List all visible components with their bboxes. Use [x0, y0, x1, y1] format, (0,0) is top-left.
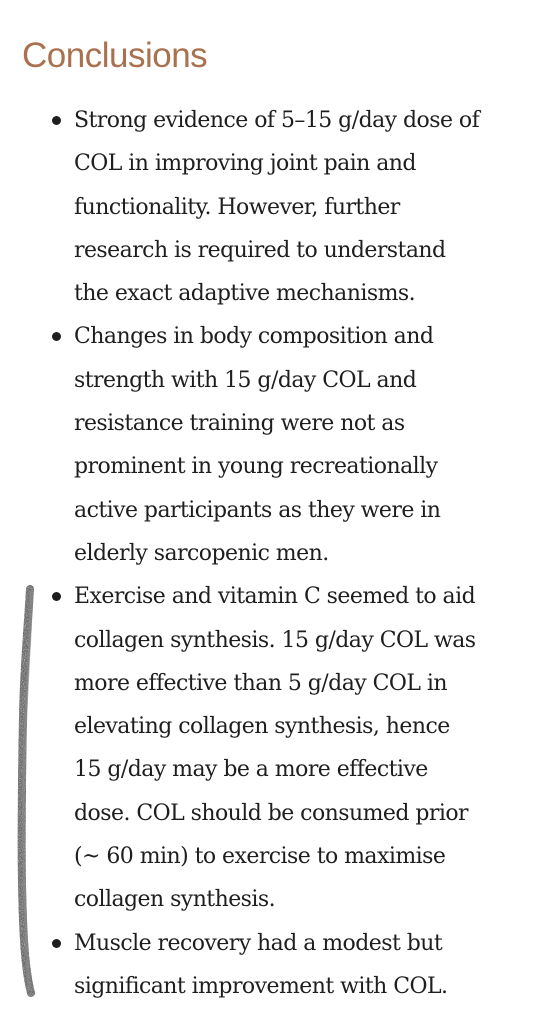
- list-item: [0, 922, 544, 1009]
- list-item-line: functionality. However, further: [74, 194, 400, 220]
- bullet-icon: [52, 116, 61, 125]
- list-item: [0, 315, 544, 575]
- list-item-line: collagen synthesis.: [74, 887, 276, 913]
- list-item-line: elderly sarcopenic men.: [74, 540, 329, 566]
- list-item-line: Changes in body composition and: [74, 324, 434, 350]
- list-item-line: (~ 60 min) to exercise to maximise: [74, 844, 446, 870]
- list-item-line: more effective than 5 g/day COL in: [74, 670, 447, 696]
- list-item-line: COL in improving joint pain and: [74, 151, 416, 177]
- list-item-line: elevating collagen synthesis, hence: [74, 714, 450, 740]
- list-item-line: research is required to understand: [74, 237, 446, 263]
- list-item-line: resistance training were not as: [74, 411, 405, 437]
- list-item-line: Muscle recovery had a modest but: [74, 930, 443, 956]
- bullet-icon: [52, 592, 61, 601]
- list-item-line: prominent in young recreationally: [74, 454, 438, 480]
- bullet-icon: [52, 332, 61, 341]
- list-item-line: dose. COL should be consumed prior: [74, 800, 469, 826]
- pencil-mark: [10, 585, 44, 1000]
- list-item-line: strength with 15 g/day COL and: [74, 367, 417, 393]
- list-item-line: 15 g/day may be a more effective: [74, 757, 428, 783]
- list-item-line: collagen synthesis. 15 g/day COL was: [74, 627, 476, 653]
- conclusions-list: [0, 99, 544, 1008]
- list-item-line: the exact adaptive mechanisms.: [74, 281, 416, 307]
- list-item-line: Strong evidence of 5–15 g/day dose of: [74, 108, 480, 133]
- bullet-icon: [52, 939, 61, 948]
- list-item: [0, 99, 544, 315]
- list-item-line: significant improvement with COL.: [74, 973, 448, 999]
- list-item-line: Exercise and vitamin C seemed to aid: [74, 584, 476, 610]
- section-heading: Conclusions: [22, 36, 208, 75]
- list-item-line: active participants as they were in: [74, 497, 441, 523]
- list-item: [0, 575, 544, 921]
